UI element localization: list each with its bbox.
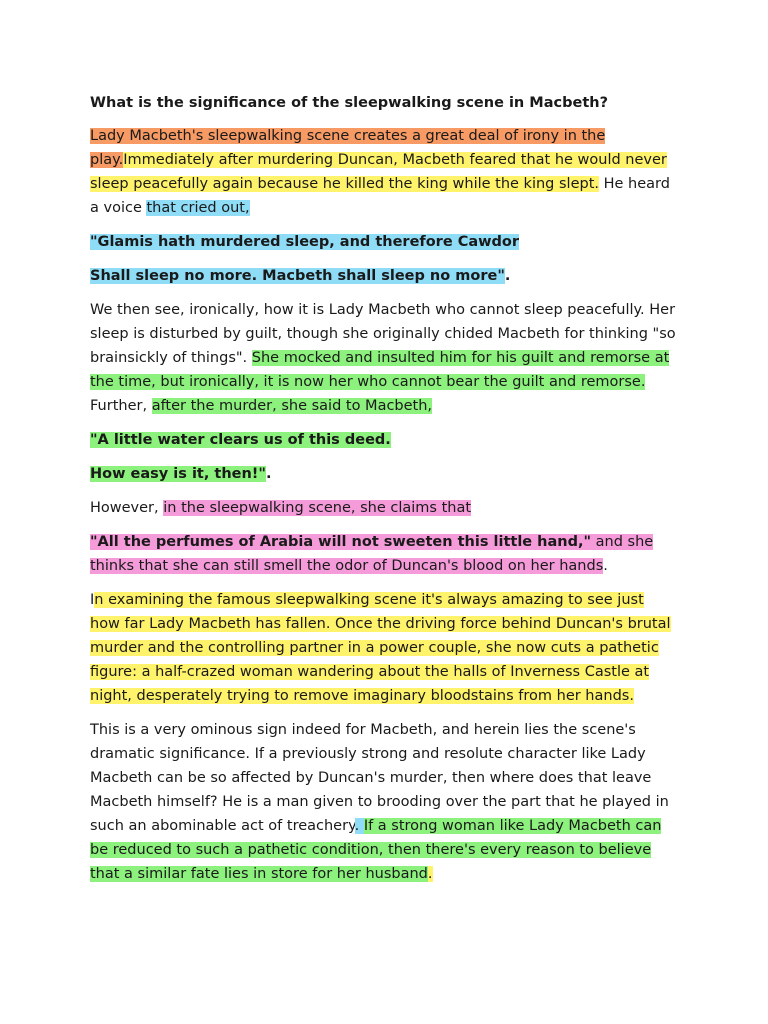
- plain-text: However,: [90, 500, 164, 516]
- highlight-yellow: n examining the famous sleepwalking scene it's always amazing to see just how far Lady Macbeth has fallen. Once the driving force behind Duncan's brutal murder and the controlling partner in a power couple, she now cuts a pathetic figure: a half-crazed woman wandering about the halls of Inverness Castle at night, desperately trying to remove imaginary bloodstains from her hands.: [90, 592, 671, 704]
- paragraph-6: [90, 718, 678, 886]
- highlight-green: after the murder, she said to Macbeth,: [151, 398, 433, 414]
- paragraph-2: [90, 298, 678, 418]
- quote-2-line-1: [90, 428, 678, 452]
- highlight-pink: and she thinks that she can still smell the odor of Duncan's blood on her hands: [90, 534, 654, 574]
- highlight-green: She mocked and insulted him for his guilt and remorse a: [251, 350, 664, 366]
- plain-text: I: [90, 592, 95, 608]
- paragraph-4: [90, 530, 678, 578]
- highlight-pink: in the sleepwalking scene, she claims that: [163, 500, 472, 516]
- highlight-cyan: "Glamis hath murdered sleep, and therefore Cawdor: [90, 234, 520, 250]
- paragraph-5: [90, 588, 678, 708]
- highlight-green: How easy is it, then!": [90, 466, 266, 482]
- plain-text: .: [504, 268, 511, 284]
- plain-text: .: [603, 558, 608, 574]
- highlight-orange: Lady Macbeth's sleepwalking scene creates a great deal of irony in the play.: [90, 128, 606, 168]
- page-title: What is the significance of the sleepwalking scene in Macbeth?: [90, 95, 608, 111]
- highlight-yellow: Immediately after murdering Duncan, Macbeth feared that he would never sleep peacefully again because he killed the king while the king slept.: [90, 152, 667, 192]
- plain-text: .: [265, 466, 272, 482]
- plain-text: We then see, ironically, how it is Lady Macbeth who cannot sleep peacefully. Her sleep is disturbed by guilt, though she originally chided Macbeth for thinking "so brainsickly of things".: [90, 302, 676, 366]
- paragraph-3: [90, 496, 678, 520]
- highlight-green: If a strong woman like Lady Macbeth can be reduced to such a pathetic condition, then there's every reason to believe that a similar fate lies in store for her husband: [90, 818, 662, 882]
- quote-1-line-2: [90, 264, 678, 288]
- highlight-yellow: .: [427, 866, 433, 882]
- highlight-cyan: .: [354, 818, 364, 834]
- quote-1-line-1: [90, 230, 678, 254]
- plain-text: He heard a voice: [90, 176, 670, 216]
- plain-text: Further,: [90, 398, 152, 414]
- paragraph-1: [90, 124, 678, 220]
- quote-3: "All the perfumes of Arabia will not sweeten this little hand,": [90, 534, 592, 550]
- quote-2-line-2: [90, 462, 678, 486]
- plain-text: This is a very ominous sign indeed for Macbeth, and herein lies the scene's dramatic significance. If a previously strong and resolute character like Lady Macbeth can be so affected by Duncan's murder, then where does that leave Macbeth himself? He is a man given to brooding over the part that he played in such an abominable act of treachery: [90, 722, 669, 834]
- highlight-cyan: that cried out,: [146, 200, 250, 216]
- highlight-green: "A little water clears us of this deed.: [90, 432, 391, 448]
- highlight-cyan: Shall sleep no more. Macbeth shall sleep no more": [90, 268, 505, 284]
- highlight-green: t the time, but ironically, it is now her who cannot bear the guilt and remorse.: [90, 350, 670, 390]
